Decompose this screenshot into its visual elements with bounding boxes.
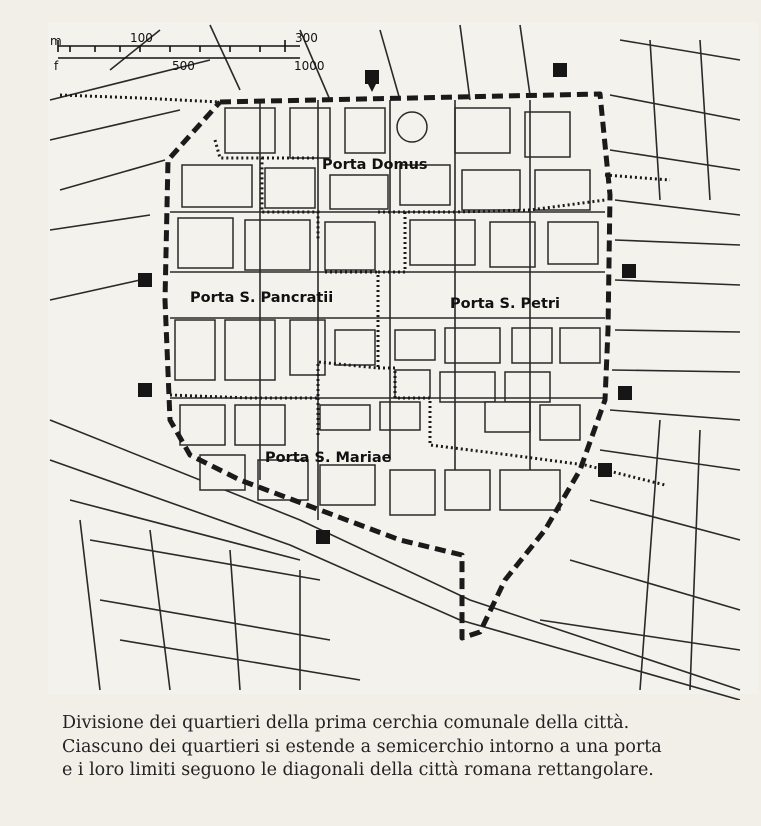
map-caption <box>62 712 752 783</box>
scale-tick-100: 100 <box>130 31 153 45</box>
label-porta-s-mariae: Porta S. Mariae <box>265 450 392 466</box>
gate-east-marker <box>622 264 636 278</box>
label-porta-domus: Porta Domus <box>322 157 428 173</box>
gate-southwest-marker <box>138 383 152 397</box>
scale-tick-500: 500 <box>172 59 195 73</box>
gate-north-marker <box>365 70 379 84</box>
gate-south-east-marker <box>598 463 612 477</box>
gate-southeast-marker <box>618 386 632 400</box>
scale-tick-1000: 1000 <box>294 59 325 73</box>
gate-west-marker <box>138 273 152 287</box>
caption-line: e i loro limiti seguono le diagonali della città romana rettangolare. <box>62 760 654 780</box>
gate-northeast-marker <box>553 63 567 77</box>
scale-unit-meters: m <box>50 34 62 48</box>
label-porta-s-petri: Porta S. Petri <box>450 296 561 312</box>
scale-unit-feet: f <box>54 59 59 73</box>
gate-south-marker <box>316 530 330 544</box>
caption-line: Divisione dei quartieri della prima cerchia comunale della città. <box>62 713 630 733</box>
scale-tick-300: 300 <box>295 31 318 45</box>
label-porta-s-pancratii: Porta S. Pancratii <box>190 290 334 306</box>
caption-line: Ciascuno dei quartieri si estende a semicerchio intorno a una porta <box>62 736 662 757</box>
